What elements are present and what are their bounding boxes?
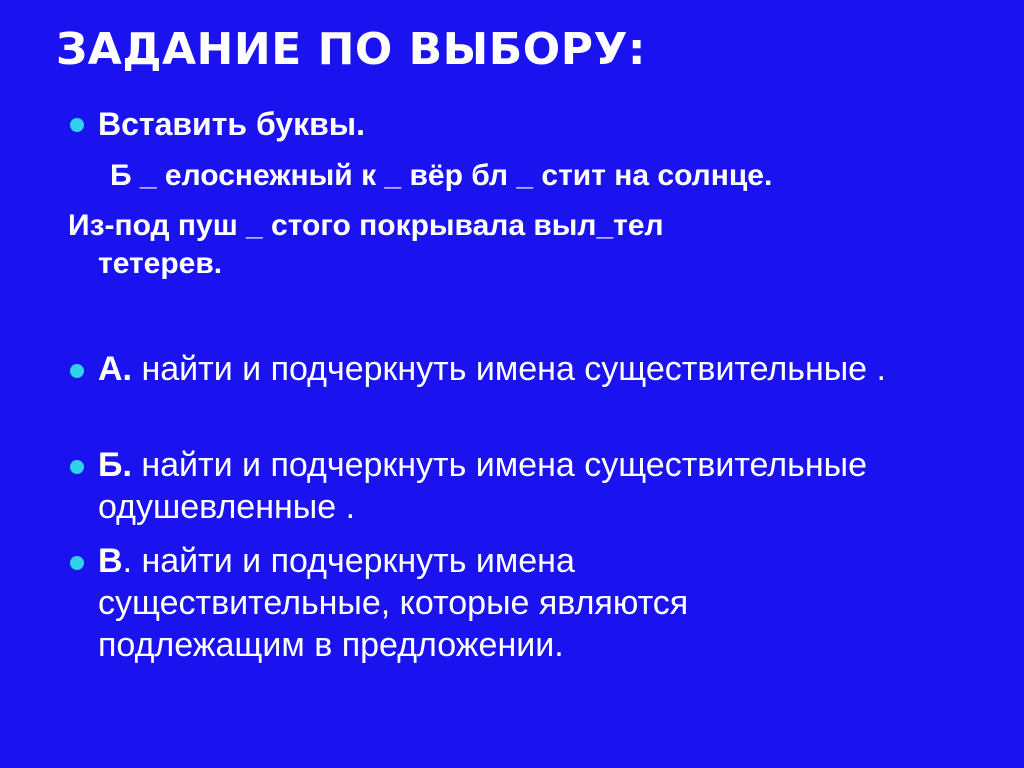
bullet-dot-icon xyxy=(70,364,84,378)
task-sentence-line-3: тетерев. xyxy=(98,247,223,280)
item-b-letter: Б. xyxy=(98,446,132,484)
bullet-item-v xyxy=(70,540,858,666)
bullet-dot-icon xyxy=(70,556,84,570)
item-v-letter: В xyxy=(98,542,123,580)
item-a-body: найти и подчеркнуть имена существительные . xyxy=(132,350,886,388)
task-heading: Вставить буквы. xyxy=(98,106,365,142)
task-sentence-line-2: Из-под пуш _ стого покрывала выл_тел xyxy=(68,209,664,242)
item-b-text xyxy=(98,444,918,528)
item-a-letter: А. xyxy=(98,350,132,388)
item-a-text xyxy=(98,348,918,390)
task-sentence-line-1: Б _ елоснежный к _ вёр бл _ стит на солнце. xyxy=(110,159,773,192)
item-v-text xyxy=(98,540,858,666)
bullet-dot-icon xyxy=(70,460,84,474)
item-b-body: найти и подчеркнуть имена существительные одушевленные . xyxy=(98,446,867,526)
bullet-item-b xyxy=(70,444,918,528)
item-v-body: . найти и подчеркнуть имена существительные, которые являются подлежащим в предложении. xyxy=(98,542,689,664)
bullet-item-a xyxy=(70,348,918,390)
slide-title: ЗАДАНИЕ ПО ВЫБОРУ: xyxy=(56,24,646,75)
bullet-task xyxy=(70,104,365,144)
bullet-dot-icon xyxy=(70,118,84,132)
